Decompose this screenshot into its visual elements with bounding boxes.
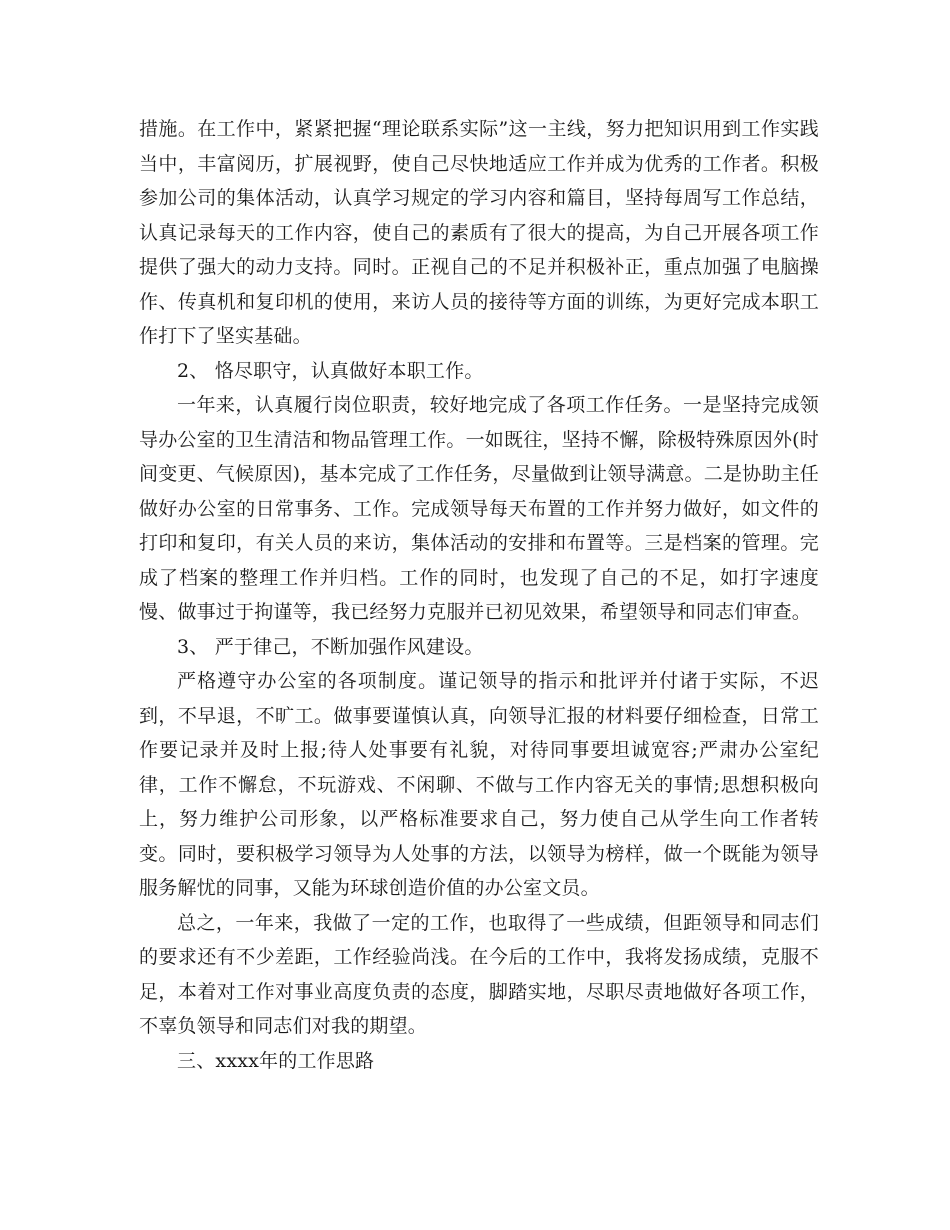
paragraph-duty: 一年来，认真履行岗位职责，较好地完成了各项工作任务。一是坚持完成领导办公室的卫生清洁和物品管理工作。一如既往，坚持不懈，除极特殊原因外(时间变更、气候原因)，基本完成了工作任务，尽量做到让领导满意。二是协助主任做好办公室的日常事务、工作。完成领导每天布置的工作并努力做好，如文件的打印和复印，有关人员的来访，集体活动的安排和布置等。三是档案的管理。完成了档案的整理工作并归档。工作的同时，也发现了自己的不足，如打字速度慢、做事过于拘谨等，我已经努力克服并已初见效果，希望领导和同志们审查。 [139, 394, 819, 623]
paragraph-measures: 措施。在工作中，紧紧把握“理论联系实际”这一主线，努力把知识用到工作实践当中，丰富阅历，扩展视野，使自己尽快地适应工作并成为优秀的工作者。积极参加公司的集体活动，认真学习规定的学习内容和篇目，坚持每周写工作总结，认真记录每天的工作内容，使自己的素质有了很大的提高，为自己开展各项工作提供了强大的动力支持。同时。正视自己的不足并积极补正，重点加强了电脑操作、传真机和复印机的使用，来访人员的接待等方面的训练，为更好完成本职工作打下了坚实基础。 [139, 118, 819, 347]
paragraph-summary: 总之，一年来，我做了一定的工作，也取得了一些成绩，但距领导和同志们的要求还有不少差距，工作经验尚浅。在今后的工作中，我将发扬成绩，克服不足，本着对工作对事业高度负责的态度，脚踏实地，尽职尽责地做好各项工作，不辜负领导和同志们对我的期望。 [139, 911, 819, 1037]
section-heading-discipline: 3、 严于律己，不断加强作风建设。 [177, 635, 484, 658]
section-heading-duty: 2、 恪尽职守，认真做好本职工作。 [177, 359, 484, 382]
document-body [139, 112, 819, 1078]
paragraph-discipline: 严格遵守办公室的各项制度。谨记领导的指示和批评并付诸于实际，不迟到，不早退，不旷工。做事要谨慎认真，向领导汇报的材料要仔细检查，日常工作要记录并及时上报;待人处事要有礼貌，对待同事要坦诚宽容;严肃办公室纪律，工作不懈怠，不玩游戏、不闲聊、不做与工作内容无关的事情;思想积极向上，努力维护公司形象，以严格标准要求自己，努力使自己从学生向工作者转变。同时，要积极学习领导为人处事的方法，以领导为榜样，做一个既能为领导服务解忧的同事，又能为环球创造价值的办公室文员。 [139, 670, 819, 899]
section-heading-next-year: 三、xxxx年的工作思路 [177, 1049, 375, 1072]
